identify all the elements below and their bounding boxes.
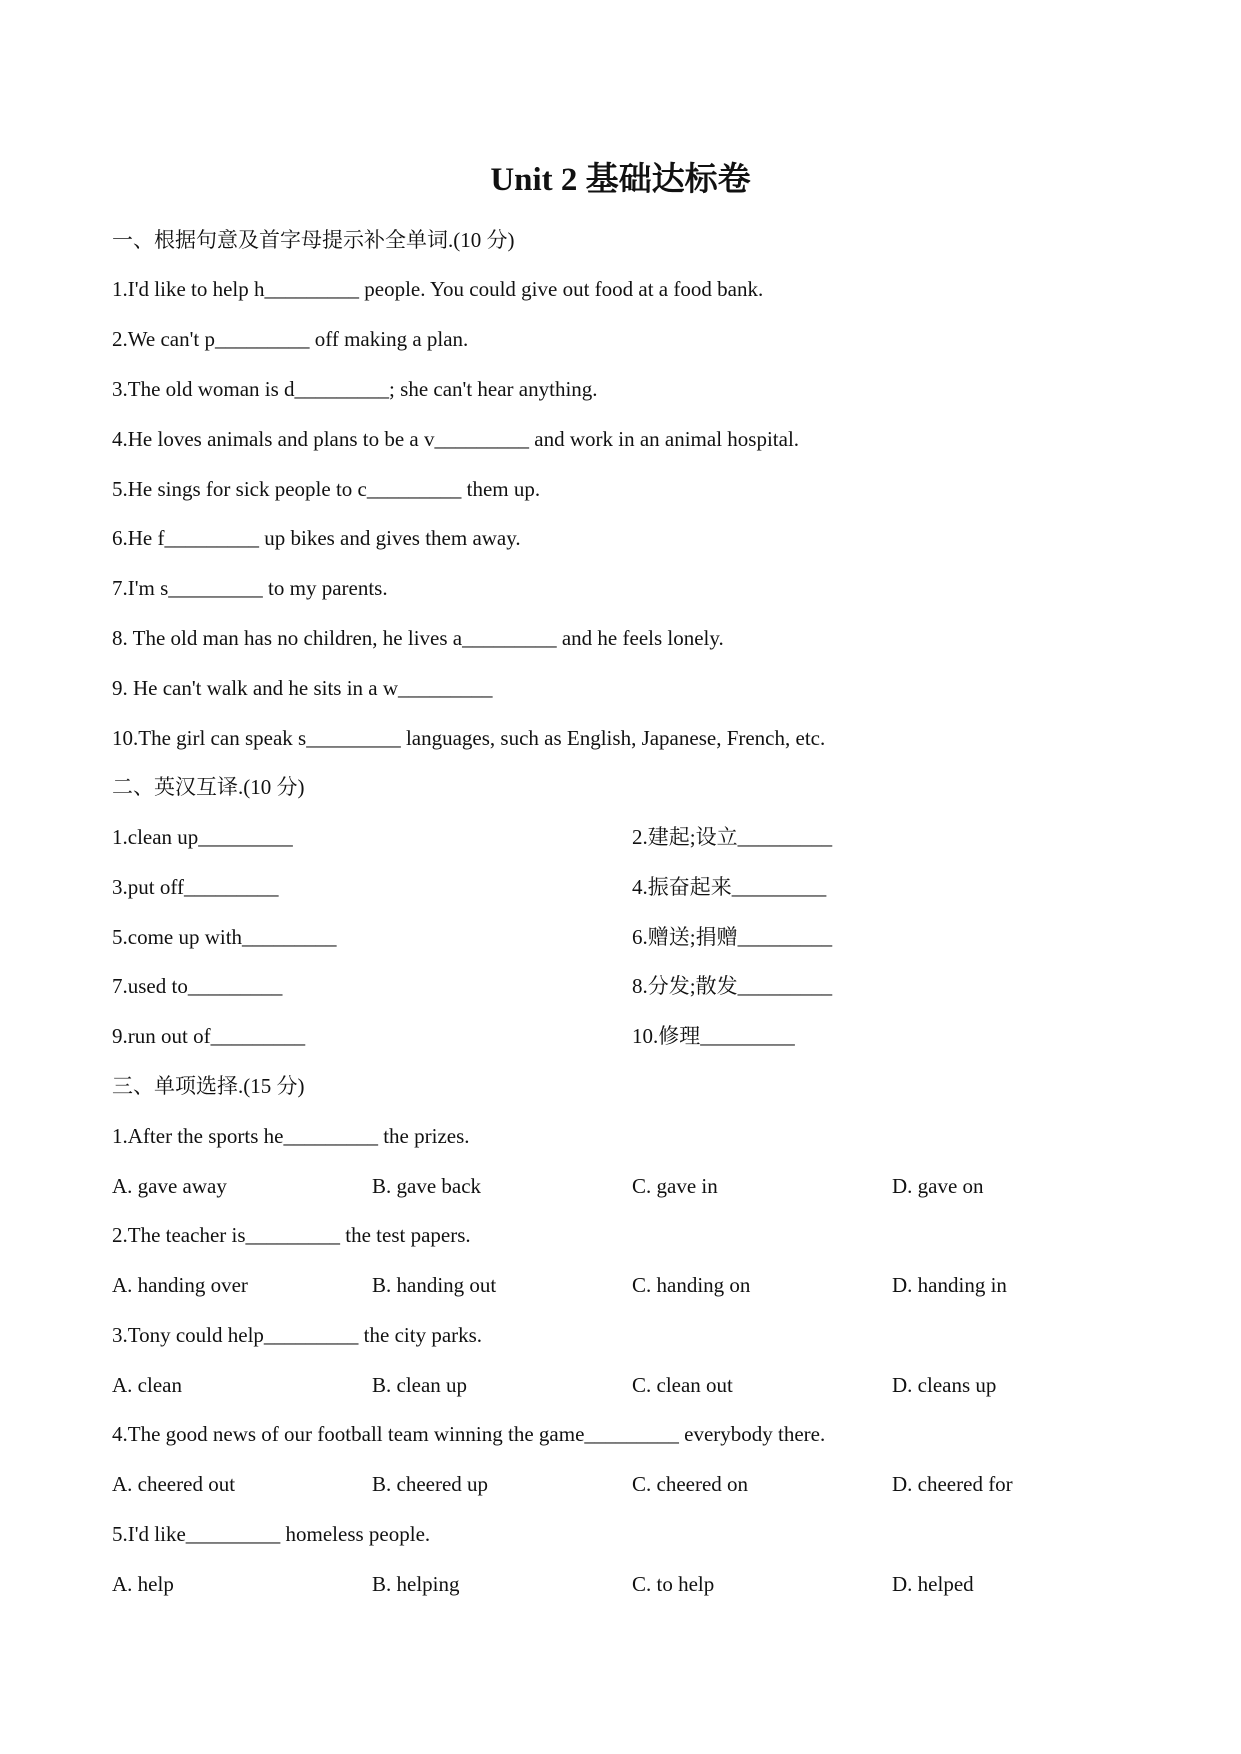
option-a: A. cheered out — [112, 1472, 236, 1496]
fill-item: 2.We can't p_________ off making a plan. — [112, 327, 469, 351]
question-stem: 2.The teacher is_________ the test papers. — [112, 1223, 471, 1247]
option-d: D. cleans up — [892, 1373, 997, 1397]
fill-item: 1.I'd like to help h_________ people. You could give out food at a food bank. — [112, 277, 764, 301]
section1-heading: 一、根据句意及首字母提示补全单词.(10 分) — [112, 228, 515, 252]
translate-item: 2.建起;设立_________ — [632, 825, 833, 849]
translate-item: 9.run out of_________ — [112, 1024, 306, 1048]
option-c: C. gave in — [632, 1174, 718, 1198]
translate-item: 4.振奋起来_________ — [632, 875, 827, 899]
option-d: D. gave on — [892, 1174, 984, 1198]
option-d: D. cheered for — [892, 1472, 1013, 1496]
option-b: B. gave back — [372, 1174, 482, 1198]
option-c: C. handing on — [632, 1273, 751, 1297]
translate-item: 8.分发;散发_________ — [632, 974, 833, 998]
question-stem: 3.Tony could help_________ the city parks. — [112, 1323, 483, 1347]
question-stem: 5.I'd like_________ homeless people. — [112, 1522, 431, 1546]
fill-item: 9. He can't walk and he sits in a w_________ — [112, 676, 493, 700]
question-stem: 1.After the sports he_________ the prizes. — [112, 1124, 470, 1148]
option-c: C. clean out — [632, 1373, 733, 1397]
option-d: D. helped — [892, 1572, 974, 1596]
section2-heading: 二、英汉互译.(10 分) — [112, 775, 305, 799]
option-b: B. cheered up — [372, 1472, 489, 1496]
fill-item: 5.He sings for sick people to c_________ them up. — [112, 477, 541, 501]
option-a: A. clean — [112, 1373, 182, 1397]
translate-item: 3.put off_________ — [112, 875, 279, 899]
option-a: A. handing over — [112, 1273, 248, 1297]
page-title: Unit 2 基础达标卷 — [490, 162, 751, 198]
option-a: A. gave away — [112, 1174, 227, 1198]
fill-item: 6.He f_________ up bikes and gives them away. — [112, 526, 521, 550]
option-b: B. clean up — [372, 1373, 468, 1397]
option-c: C. cheered on — [632, 1472, 749, 1496]
translate-item: 6.赠送;捐赠_________ — [632, 925, 833, 949]
option-d: D. handing in — [892, 1273, 1007, 1297]
translate-item: 1.clean up_________ — [112, 825, 293, 849]
question-stem: 4.The good news of our football team winning the game_________ everybody there. — [112, 1422, 826, 1446]
option-c: C. to help — [632, 1572, 715, 1596]
fill-item: 4.He loves animals and plans to be a v_________ and work in an animal hospital. — [112, 427, 800, 451]
translate-item: 5.come up with_________ — [112, 925, 337, 949]
option-b: B. helping — [372, 1572, 460, 1596]
translate-item: 7.used to_________ — [112, 974, 283, 998]
fill-item: 8. The old man has no children, he lives a_________ and he feels lonely. — [112, 626, 724, 650]
option-a: A. help — [112, 1572, 174, 1596]
fill-item: 10.The girl can speak s_________ languages, such as English, Japanese, French, etc. — [112, 726, 826, 750]
translate-item: 10.修理_________ — [632, 1024, 795, 1048]
fill-item: 7.I'm s_________ to my parents. — [112, 576, 388, 600]
section3-heading: 三、单项选择.(15 分) — [112, 1074, 305, 1098]
option-b: B. handing out — [372, 1273, 497, 1297]
fill-item: 3.The old woman is d_________; she can't hear anything. — [112, 377, 598, 401]
